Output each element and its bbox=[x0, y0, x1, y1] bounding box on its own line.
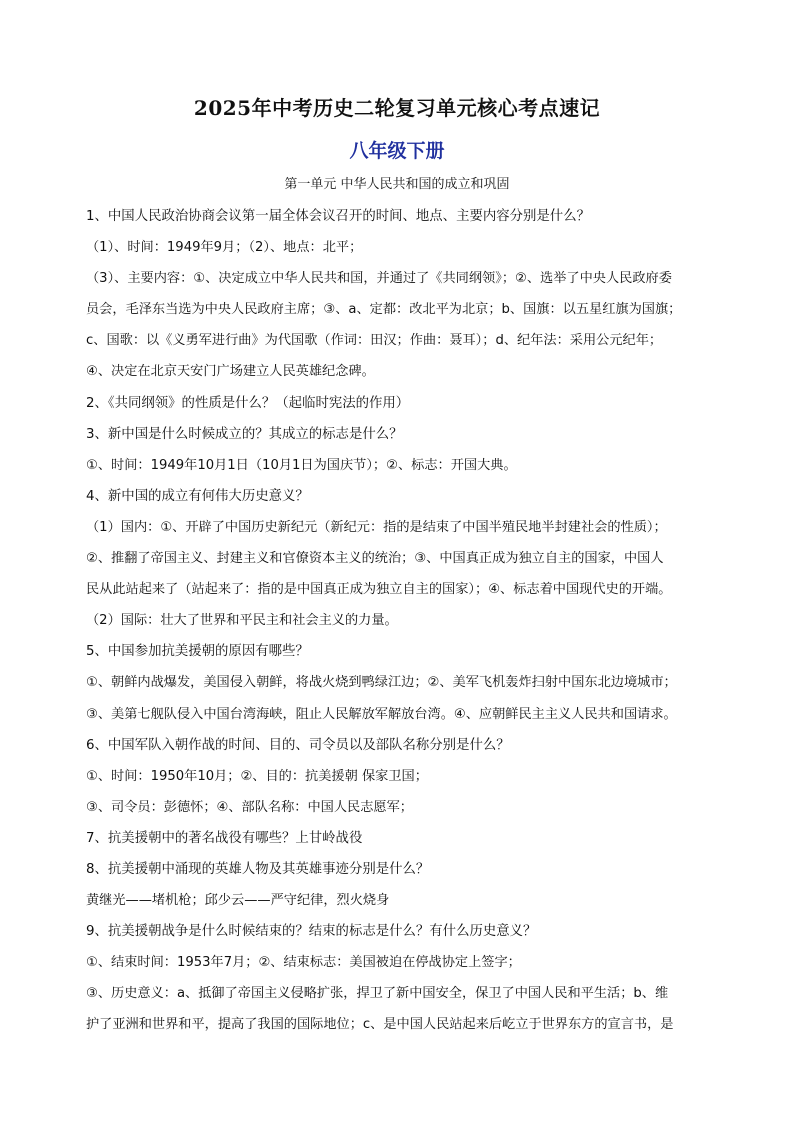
question-line: 9、抗美援朝战争是什么时候结束的？结束的标志是什么？有什么历史意义？ bbox=[86, 924, 537, 940]
unit-heading: 第一单元 中华人民共和国的成立和巩固 bbox=[284, 177, 510, 192]
question-line: 4、新中国的成立有何伟大历史意义？ bbox=[86, 488, 309, 504]
question-line: 8、抗美援朝中涌现的英雄人物及其英雄事迹分别是什么？ bbox=[86, 861, 430, 877]
answer-line: ③、司令员：彭德怀；④、部队名称：中国人民志愿军； bbox=[86, 799, 413, 815]
answer-line: ①、时间：1950年10月；②、目的：抗美援朝 保家卫国； bbox=[86, 768, 428, 784]
answer-line: ③、历史意义：a、抵御了帝国主义侵略扩张，捍卫了新中国安全，保卫了中国人民和平生活；b、维 bbox=[86, 986, 669, 1002]
answer-line: ④、决定在北京天安门广场建立人民英雄纪念碑。 bbox=[86, 364, 375, 380]
answer-line: ③、美第七舰队侵入中国台湾海峡，阻止人民解放军解放台湾。④、应朝鲜民主主义人民共和国请求。 bbox=[86, 706, 677, 722]
answer-line: （1）国内：①、开辟了中国历史新纪元（新纪元：指的是结束了中国半殖民地半封建社会的性质）； bbox=[86, 519, 667, 535]
question-line: 6、中国军队入朝作战的时间、目的、司令员以及部队名称分别是什么？ bbox=[86, 737, 510, 753]
question-line: 7、抗美援朝中的著名战役有哪些？上甘岭战役 bbox=[86, 830, 363, 846]
answer-line: 黄继光——堵机枪；邱少云——严守纪律，烈火烧身 bbox=[86, 893, 390, 909]
question-line: 1、中国人民政治协商会议第一届全体会议召开的时间、地点、主要内容分别是什么？ bbox=[86, 209, 590, 224]
question-line: 3、新中国是什么时候成立的？其成立的标志是什么？ bbox=[86, 426, 403, 442]
answer-line: ②、推翻了帝国主义、封建主义和官僚资本主义的统治；③、中国真正成为独立自主的国家，中国人 bbox=[86, 551, 664, 567]
answer-line: （1）、时间：1949年9月；（2）、地点：北平； bbox=[86, 240, 363, 256]
answer-line: ①、朝鲜内战爆发，美国侵入朝鲜，将战火烧到鸭绿江边；②、美军飞机轰炸扫射中国东北边境城市； bbox=[86, 675, 677, 691]
answer-line: （3）、主要内容：①、决定成立中华人民共和国，并通过了《共同纲领》；②、选举了中央人民政府委 bbox=[86, 271, 672, 287]
answer-line: 员会，毛泽东当选为中央人民政府主席；③、a、定都：改北平为北京；b、国旗：以五星红旗为国旗； bbox=[86, 302, 682, 318]
body-text bbox=[86, 201, 714, 1041]
question-line: 2、《共同纲领》的性质是什么？（起临时宪法的作用） bbox=[86, 395, 410, 411]
document-title: 2025年中考历史二轮复习单元核心考点速记 bbox=[193, 96, 601, 120]
answer-line: 护了亚洲和世界和平，提高了我国的国际地位；c、是中国人民站起来后屹立于世界东方的宣言书，是 bbox=[86, 1017, 674, 1033]
answer-line: ①、结束时间：1953年7月；②、结束标志：美国被迫在停战协定上签字； bbox=[86, 955, 521, 971]
answer-line: 民从此站起来了（站起来了：指的是中国真正成为独立自主的国家）；④、标志着中国现代史的开端。 bbox=[86, 582, 672, 598]
document-subtitle: 八年级下册 bbox=[349, 140, 445, 162]
answer-line: ①、时间：1949年10月1日（10月1日为国庆节）；②、标志：开国大典。 bbox=[86, 457, 517, 473]
question-line: 5、中国参加抗美援朝的原因有哪些？ bbox=[86, 644, 309, 660]
answer-line: c、国歌：以《义勇军进行曲》为代国歌（作词：田汉；作曲：聂耳）；d、纪年法：采用公元纪年； bbox=[86, 333, 663, 349]
answer-line: （2）国际：壮大了世界和平民主和社会主义的力量。 bbox=[86, 613, 398, 629]
